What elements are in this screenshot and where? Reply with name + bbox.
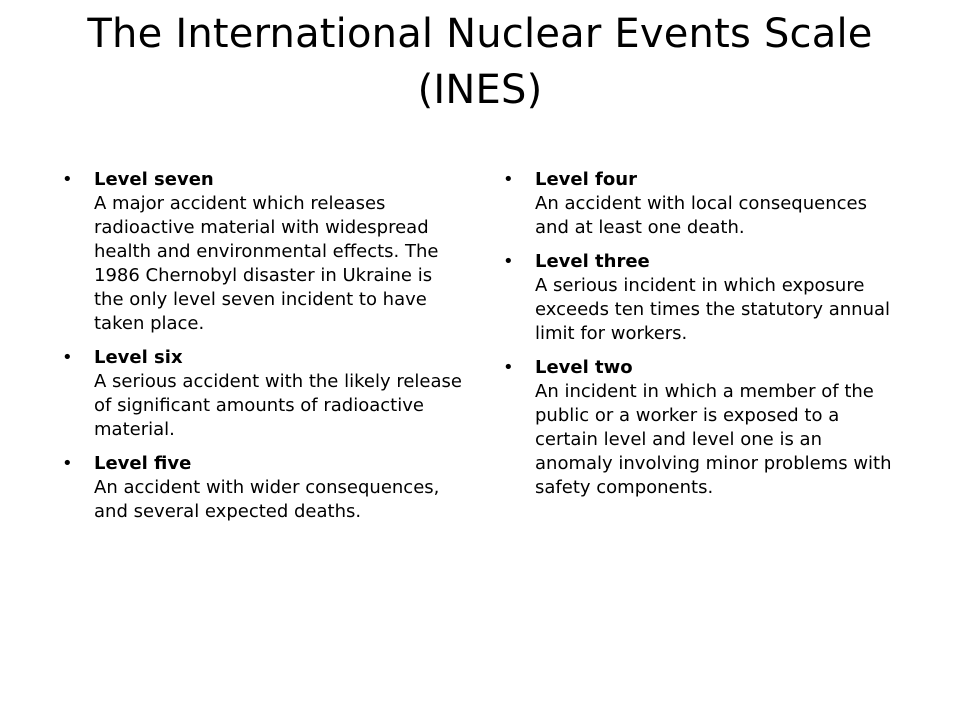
- slide-title-line-2: (INES): [417, 67, 543, 113]
- list-item-level-four: [503, 168, 903, 240]
- bullet-icon: •: [62, 347, 73, 368]
- bullet-icon: •: [503, 251, 514, 272]
- slide-title-line-1: The International Nuclear Events Scale: [87, 11, 873, 57]
- slide-title: [40, 6, 920, 118]
- level-heading: Level two: [535, 357, 633, 378]
- level-description: A serious incident in which exposure exceeds ten times the statutory annual limit for workers.: [535, 275, 891, 344]
- list-item-level-three: [503, 250, 903, 346]
- left-bullet-list: [62, 168, 462, 534]
- bullet-icon: •: [503, 169, 514, 190]
- bullet-icon: •: [503, 357, 514, 378]
- list-item-level-two: [503, 356, 903, 500]
- level-heading: Level five: [94, 453, 192, 474]
- level-heading: Level seven: [94, 169, 214, 190]
- right-bullet-list: [503, 168, 903, 510]
- list-item-level-five: [62, 452, 462, 524]
- list-item-level-six: [62, 346, 462, 442]
- level-description: An incident in which a member of the public or a worker is exposed to a certain level and level one is an anomaly involving minor problems with safety components.: [535, 381, 892, 498]
- level-description: An accident with local consequences and at least one death.: [535, 193, 867, 238]
- level-heading: Level four: [535, 169, 637, 190]
- level-heading: Level six: [94, 347, 183, 368]
- level-description: An accident with wider consequences, and several expected deaths.: [94, 477, 440, 522]
- level-heading: Level three: [535, 251, 650, 272]
- bullet-icon: •: [62, 453, 73, 474]
- level-description: A major accident which releases radioactive material with widespread health and environmental effects. The 1986 Chernobyl disaster in Ukraine is the only level seven incident to have taken place.: [94, 193, 439, 334]
- bullet-icon: •: [62, 169, 73, 190]
- level-description: A serious accident with the likely release of significant amounts of radioactive material.: [94, 371, 462, 440]
- list-item-level-seven: [62, 168, 462, 336]
